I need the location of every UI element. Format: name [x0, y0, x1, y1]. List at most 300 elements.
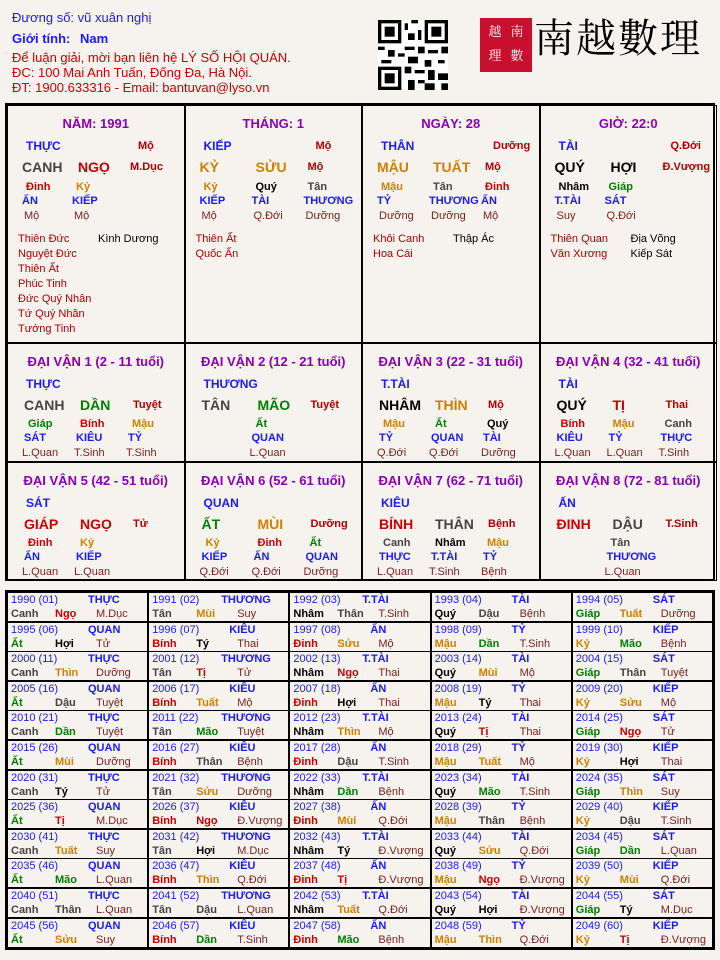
year-phase: Tuyệt [237, 726, 265, 739]
year-star: KIÊU [229, 742, 256, 754]
shensha-item: Thiên Ất [18, 263, 59, 275]
owner-line [12, 10, 151, 25]
hidden-stem: Kỷ [80, 537, 95, 549]
year-stem: Giáp [575, 904, 601, 916]
hidden-star: ẤN [481, 195, 497, 207]
year-stem: Tân [152, 785, 172, 798]
year-cell [572, 799, 713, 829]
year-label: 2013 (24) [434, 712, 482, 725]
year-branch: Sửu [55, 933, 78, 946]
year-stem: Kỷ [575, 874, 590, 887]
year-branch: Dần [619, 844, 641, 857]
year-stem: Canh [11, 844, 39, 857]
shensha-item: Khôi Canh [373, 233, 425, 245]
year-phase: Tử [96, 785, 111, 798]
year-star: QUAN [88, 742, 121, 754]
year-star: KIÊU [229, 860, 256, 873]
hidden-phase: Dưỡng [481, 447, 516, 459]
hidden-stem: Mậu [132, 418, 154, 430]
year-branch: Ngọ [55, 608, 77, 620]
year-star: T.TÀI [362, 712, 389, 725]
year-phase: Tuyệt [96, 726, 124, 739]
header [0, 0, 720, 100]
year-phase: M.Dục [237, 844, 269, 857]
year-branch: Tý [478, 696, 492, 709]
year-stem: Bính [152, 815, 177, 828]
year-branch: Tuất [478, 756, 501, 768]
year-phase: L.Quan [96, 874, 133, 887]
year-cell [431, 918, 572, 948]
year-label: 2028 (39) [434, 801, 482, 814]
year-stem: Canh [11, 726, 39, 739]
year-label: 2047 (58) [293, 919, 341, 932]
year-branch: Dậu [478, 608, 500, 620]
year-stem: Kỷ [575, 815, 590, 828]
year-stem: Mậu [434, 815, 457, 828]
dai-van-phase: Mộ [488, 399, 504, 411]
year-branch: Hợi [337, 696, 357, 709]
year-branch: Thìn [55, 667, 79, 680]
gender-label: Giới tính: [12, 31, 71, 46]
year-label: 2040 (51) [11, 890, 59, 902]
dai-van-branch: TỊ [612, 397, 625, 413]
year-branch: Sửu [478, 844, 501, 857]
year-stem: Nhâm [293, 667, 324, 680]
pillar-title: NĂM: 1991 [62, 116, 129, 131]
owner-name: vũ xuân nghị [77, 10, 152, 25]
year-stem: Nhâm [293, 844, 324, 857]
year-stem: Ất [11, 815, 23, 828]
pillar-branch: NGỌ [78, 159, 110, 175]
hidden-phase: L.Quan [554, 447, 591, 459]
year-stem: Ất [11, 874, 23, 887]
year-stem: Bính [152, 756, 177, 768]
address-line: ĐC: 100 Mai Anh Tuấn, Đống Đa, Hà Nội. [12, 65, 252, 80]
year-label: 1995 (06) [11, 623, 59, 636]
year-label: 1993 (04) [434, 594, 482, 606]
year-phase: M.Dục [96, 608, 128, 620]
year-label: 2029 (40) [575, 801, 623, 814]
pillar-star: THÂN [381, 139, 415, 153]
shensha-item: Nguyệt Đức [18, 248, 77, 260]
year-cell [289, 829, 430, 859]
year-label: 2008 (19) [434, 682, 482, 695]
pillar-stem: CANH [22, 159, 63, 175]
owner-label: Đương số: [12, 10, 75, 25]
shensha-item: Thiên Quan [550, 233, 608, 245]
gender-value: Nam [79, 31, 109, 46]
year-star: ẤN [370, 742, 387, 754]
hidden-stem: Quý [487, 418, 509, 430]
hidden-stem: Mậu [487, 537, 509, 549]
four-pillars-chart [5, 103, 715, 581]
pillar-cell [540, 105, 718, 343]
year-stem: Nhâm [293, 608, 324, 620]
hidden-phase: Dưỡng [305, 210, 341, 222]
dai-van-phase: Tuyệt [133, 399, 162, 411]
hidden-stem: Bính [80, 418, 105, 430]
year-stem: Giáp [575, 608, 601, 620]
hidden-phase: Mộ [483, 210, 499, 222]
year-label: 2037 (48) [293, 860, 341, 873]
year-cell [572, 858, 713, 888]
hidden-phase: T.Sinh [658, 447, 690, 459]
hidden-star: THƯƠNG [429, 195, 479, 207]
year-phase: Dưỡng [237, 785, 272, 798]
year-stem: Ất [11, 933, 23, 946]
year-cell [7, 770, 148, 800]
year-cell [431, 681, 572, 711]
pillar-phase: M.Dục [130, 161, 163, 173]
year-cell [431, 829, 572, 859]
dai-van-stem: QUÝ [556, 397, 587, 413]
dai-van-phase: Dưỡng [310, 518, 348, 530]
year-cell [289, 710, 430, 740]
year-cell [148, 829, 289, 859]
year-branch: Dậu [196, 904, 217, 916]
year-star: T.TÀI [362, 771, 389, 784]
year-star: ẤN [370, 860, 387, 873]
hidden-stem: Giáp [28, 418, 53, 430]
dai-van-cell [540, 343, 718, 462]
year-star: KIẾP [652, 623, 679, 636]
year-phase: T.Sinh [660, 815, 692, 828]
year-cell [7, 829, 148, 859]
year-star: ẤN [370, 919, 387, 932]
hidden-stem: Đinh [485, 181, 510, 193]
year-star: TỶ [511, 919, 526, 932]
year-label: 2032 (43) [293, 830, 341, 843]
dai-van-star: SÁT [26, 496, 50, 510]
year-stem: Nhâm [293, 726, 324, 739]
year-star: THỰC [88, 594, 120, 606]
year-phase: Mộ [378, 637, 394, 650]
hidden-star: THỰC [660, 432, 693, 444]
dai-van-title: ĐẠI VẬN 1 (2 - 11 tuổi) [27, 354, 165, 369]
dai-van-cell [540, 462, 718, 581]
hidden-star: SÁT [604, 195, 627, 207]
gender-line [12, 31, 108, 46]
year-stem: Mậu [434, 756, 457, 768]
year-branch: Tuất [55, 844, 78, 857]
hidden-star: ẤN [22, 195, 38, 207]
year-branch: Tị [337, 874, 348, 887]
year-phase: Bệnh [660, 637, 687, 650]
year-cell [572, 710, 713, 740]
year-cell [148, 592, 289, 622]
hidden-stem: Đinh [26, 181, 51, 193]
year-cell [431, 770, 572, 800]
year-star: THƯƠNG [221, 830, 271, 843]
pillar-star: THỰC [26, 139, 61, 153]
year-stem: Tân [152, 726, 172, 739]
dai-van-stem: GIÁP [24, 516, 59, 532]
year-stem: Đinh [293, 815, 318, 828]
hidden-star: THƯƠNG [303, 195, 354, 207]
hidden-star: KIẾP [72, 195, 98, 207]
dai-van-branch: DẦN [80, 397, 111, 413]
year-branch: Thân [478, 815, 505, 828]
year-star: ẤN [370, 801, 387, 814]
year-branch: Thân [619, 667, 647, 680]
year-label: 1990 (01) [11, 594, 59, 606]
year-cell [148, 651, 289, 681]
hidden-stem: Ất [309, 537, 322, 549]
year-branch: Mão [337, 933, 360, 946]
year-branch: Thìn [619, 785, 644, 798]
year-star: THƯƠNG [221, 712, 271, 725]
year-star: THỰC [88, 890, 120, 902]
hidden-stem: Tân [433, 181, 453, 193]
dai-van-star: QUAN [203, 496, 239, 510]
shensha-item: Kiếp Sát [630, 248, 673, 260]
year-phase: T.Sinh [237, 933, 268, 946]
hidden-phase: Q.Đới [606, 210, 636, 222]
year-stem: Bính [152, 696, 177, 709]
year-star: TỶ [511, 860, 526, 873]
brand-logo: 南越數理 [534, 16, 702, 62]
year-phase: L.Quan [660, 844, 697, 857]
year-stem: Quý [434, 904, 456, 916]
shensha-item: Tướng Tinh [18, 323, 76, 335]
dai-van-phase: T.Sinh [665, 518, 698, 530]
year-branch: Hợi [196, 844, 216, 857]
year-star: QUAN [88, 860, 121, 873]
year-branch: Ngọ [478, 874, 500, 887]
year-star: SÁT [652, 830, 675, 843]
year-phase: Tuyệt [660, 667, 688, 680]
year-cell [431, 799, 572, 829]
year-phase: Suy [96, 933, 115, 946]
year-branch: Thân [196, 756, 223, 768]
year-stem: Quý [434, 608, 456, 620]
year-phase: Đ.Vượng [660, 933, 706, 946]
year-label: 2006 (17) [152, 682, 200, 695]
dai-van-stem: NHÂM [379, 397, 421, 413]
year-star: QUAN [88, 682, 121, 695]
hidden-phase: L.Quan [249, 447, 286, 459]
year-stem: Đinh [293, 637, 318, 650]
hidden-star: KIÊU [76, 432, 103, 444]
year-phase: Bệnh [519, 608, 546, 620]
dai-van-stem: CANH [24, 397, 65, 413]
pillar-title: GIỜ: 22:0 [598, 116, 658, 131]
hidden-phase: L.Quan [74, 566, 111, 578]
year-phase: Tử [237, 667, 252, 680]
dai-van-branch: THÌN [435, 397, 468, 413]
year-star: TÀI [511, 890, 530, 902]
pillar-stem: QUÝ [554, 159, 585, 175]
year-star: SÁT [652, 653, 675, 666]
pillar-phase: Đ.Vượng [662, 161, 711, 173]
year-phase: Suy [237, 608, 257, 620]
year-cell [431, 888, 572, 918]
year-label: 2025 (36) [11, 801, 59, 814]
year-branch: Thân [55, 904, 82, 916]
year-stem: Canh [11, 785, 39, 798]
year-stem: Mậu [434, 874, 457, 887]
year-cell [148, 740, 289, 770]
year-label: 2023 (34) [434, 771, 482, 784]
year-cell [289, 799, 430, 829]
year-stem: Quý [434, 667, 456, 680]
year-cell [572, 651, 713, 681]
hidden-star: TỶ [483, 551, 498, 563]
year-branch: Mão [619, 637, 642, 650]
year-phase: Dưỡng [96, 667, 131, 680]
year-phase: Dưỡng [660, 608, 696, 620]
year-phase: Mộ [378, 726, 394, 739]
year-cell [572, 829, 713, 859]
year-star: T.TÀI [362, 653, 389, 666]
year-branch: Tuất [196, 696, 219, 709]
phone-email-line: ĐT: 1900.633316 - Email: bantuvan@lyso.vn [12, 80, 270, 95]
hidden-stem: Kỷ [203, 181, 218, 193]
year-label: 2003 (14) [434, 653, 482, 666]
hidden-stem: Tân [307, 181, 328, 193]
year-cell [7, 622, 148, 652]
hidden-star: TỶ [608, 432, 623, 444]
year-star: TỶ [511, 623, 526, 636]
year-phase: Bệnh [519, 815, 546, 828]
hidden-phase: L.Quan [377, 566, 414, 578]
year-cell [148, 622, 289, 652]
year-cell [572, 740, 713, 770]
year-star: THƯƠNG [221, 890, 271, 902]
year-phase: T.Sinh [378, 608, 409, 620]
year-branch: Mão [196, 726, 219, 739]
year-phase: L.Quan [237, 904, 274, 916]
dai-van-star: ẤN [558, 496, 576, 510]
hidden-star: KIÊU [556, 432, 583, 444]
hidden-phase: Bệnh [481, 566, 507, 578]
hidden-stem: Ất [255, 418, 268, 430]
hidden-phase: Dưỡng [303, 566, 339, 578]
year-cell [148, 888, 289, 918]
year-phase: T.Sinh [378, 756, 409, 768]
hidden-phase: Q.Đới [253, 210, 283, 222]
dai-van-title: ĐẠI VẬN 8 (72 - 81 tuổi) [556, 473, 701, 488]
year-branch: Tị [55, 815, 65, 828]
year-label: 2005 (16) [11, 682, 59, 695]
dai-van-phase: Bệnh [488, 518, 516, 530]
year-label: 2044 (55) [575, 890, 623, 902]
year-star: TÀI [511, 712, 530, 725]
dai-van-cell [362, 462, 540, 581]
year-phase: Tử [96, 637, 111, 650]
year-label: 2024 (35) [575, 771, 623, 784]
year-star: ẤN [370, 682, 387, 695]
year-stem: Ất [11, 756, 23, 768]
year-cell [289, 918, 430, 948]
dai-van-branch: NGỌ [80, 516, 112, 532]
year-cell [289, 858, 430, 888]
year-branch: Thìn [196, 874, 220, 887]
year-star: T.TÀI [362, 594, 389, 606]
year-cell [7, 592, 148, 622]
year-label: 2041 (52) [152, 890, 200, 902]
year-branch: Thân [337, 608, 364, 620]
year-star: ẤN [370, 623, 387, 636]
year-cell [148, 770, 289, 800]
pillar-star-status: Dưỡng [493, 140, 531, 152]
year-label: 2048 (59) [434, 919, 482, 932]
pillar-phase: Mộ [485, 161, 501, 173]
year-star: THỰC [88, 712, 120, 725]
year-cell [7, 681, 148, 711]
year-star: THƯƠNG [221, 594, 271, 606]
year-stem: Mậu [434, 637, 457, 650]
hidden-star: QUAN [431, 432, 464, 444]
year-label: 1992 (03) [293, 594, 341, 606]
year-stem: Tân [152, 608, 172, 620]
year-label: 2011 (22) [152, 712, 199, 725]
year-star: KIÊU [229, 919, 256, 932]
dai-van-phase: Tuyệt [310, 399, 340, 411]
hidden-phase: T.Sinh [126, 447, 157, 459]
year-star: T.TÀI [362, 890, 389, 902]
year-label: 2004 (15) [575, 653, 623, 666]
hidden-stem: Nhâm [558, 181, 590, 193]
pillar-stem: KỶ [199, 159, 219, 175]
year-branch: Sửu [337, 637, 360, 650]
year-label: 2007 (18) [293, 682, 341, 695]
year-phase: Thai [519, 726, 541, 739]
year-label: 2030 (41) [11, 830, 59, 843]
year-branch: Mùi [619, 874, 639, 887]
year-label: 2017 (28) [293, 742, 341, 754]
year-label: 1997 (08) [293, 623, 341, 636]
year-branch: Mão [55, 874, 77, 887]
year-branch: Ngọ [619, 726, 642, 739]
year-cell [289, 681, 430, 711]
year-phase: M.Dục [660, 904, 693, 916]
year-cell [289, 888, 430, 918]
year-star: SÁT [652, 890, 675, 902]
hidden-star: TỶ [377, 195, 392, 207]
year-star: THƯƠNG [221, 653, 271, 666]
dai-van-star: T.TÀI [381, 377, 410, 391]
year-cell [148, 858, 289, 888]
year-stem: Đinh [293, 696, 318, 709]
year-phase: Thai [660, 756, 683, 768]
year-cell [289, 740, 430, 770]
year-star: THỰC [88, 771, 120, 784]
year-label: 2026 (37) [152, 801, 200, 814]
year-stem: Nhâm [293, 904, 324, 916]
year-branch: Hợi [478, 904, 498, 916]
year-cell [572, 888, 713, 918]
year-label: 2039 (50) [575, 860, 623, 873]
year-branch: Tuất [337, 904, 360, 916]
year-cell [431, 622, 572, 652]
year-cell [148, 710, 289, 740]
hidden-phase: Q.Đới [377, 447, 407, 459]
hidden-stem: Canh [383, 537, 411, 549]
year-label: 1994 (05) [575, 594, 623, 606]
hidden-phase: L.Quan [606, 447, 643, 459]
dai-van-phase: Thai [665, 399, 689, 411]
year-cell [289, 592, 430, 622]
year-branch: Tuất [619, 608, 643, 620]
year-stem: Tân [152, 844, 172, 857]
year-cell [572, 681, 713, 711]
year-phase: Thai [378, 667, 400, 680]
year-branch: Ngọ [337, 667, 359, 680]
year-branch: Mão [478, 785, 501, 798]
hidden-stem: Canh [664, 418, 692, 430]
year-star: T.TÀI [362, 830, 389, 843]
